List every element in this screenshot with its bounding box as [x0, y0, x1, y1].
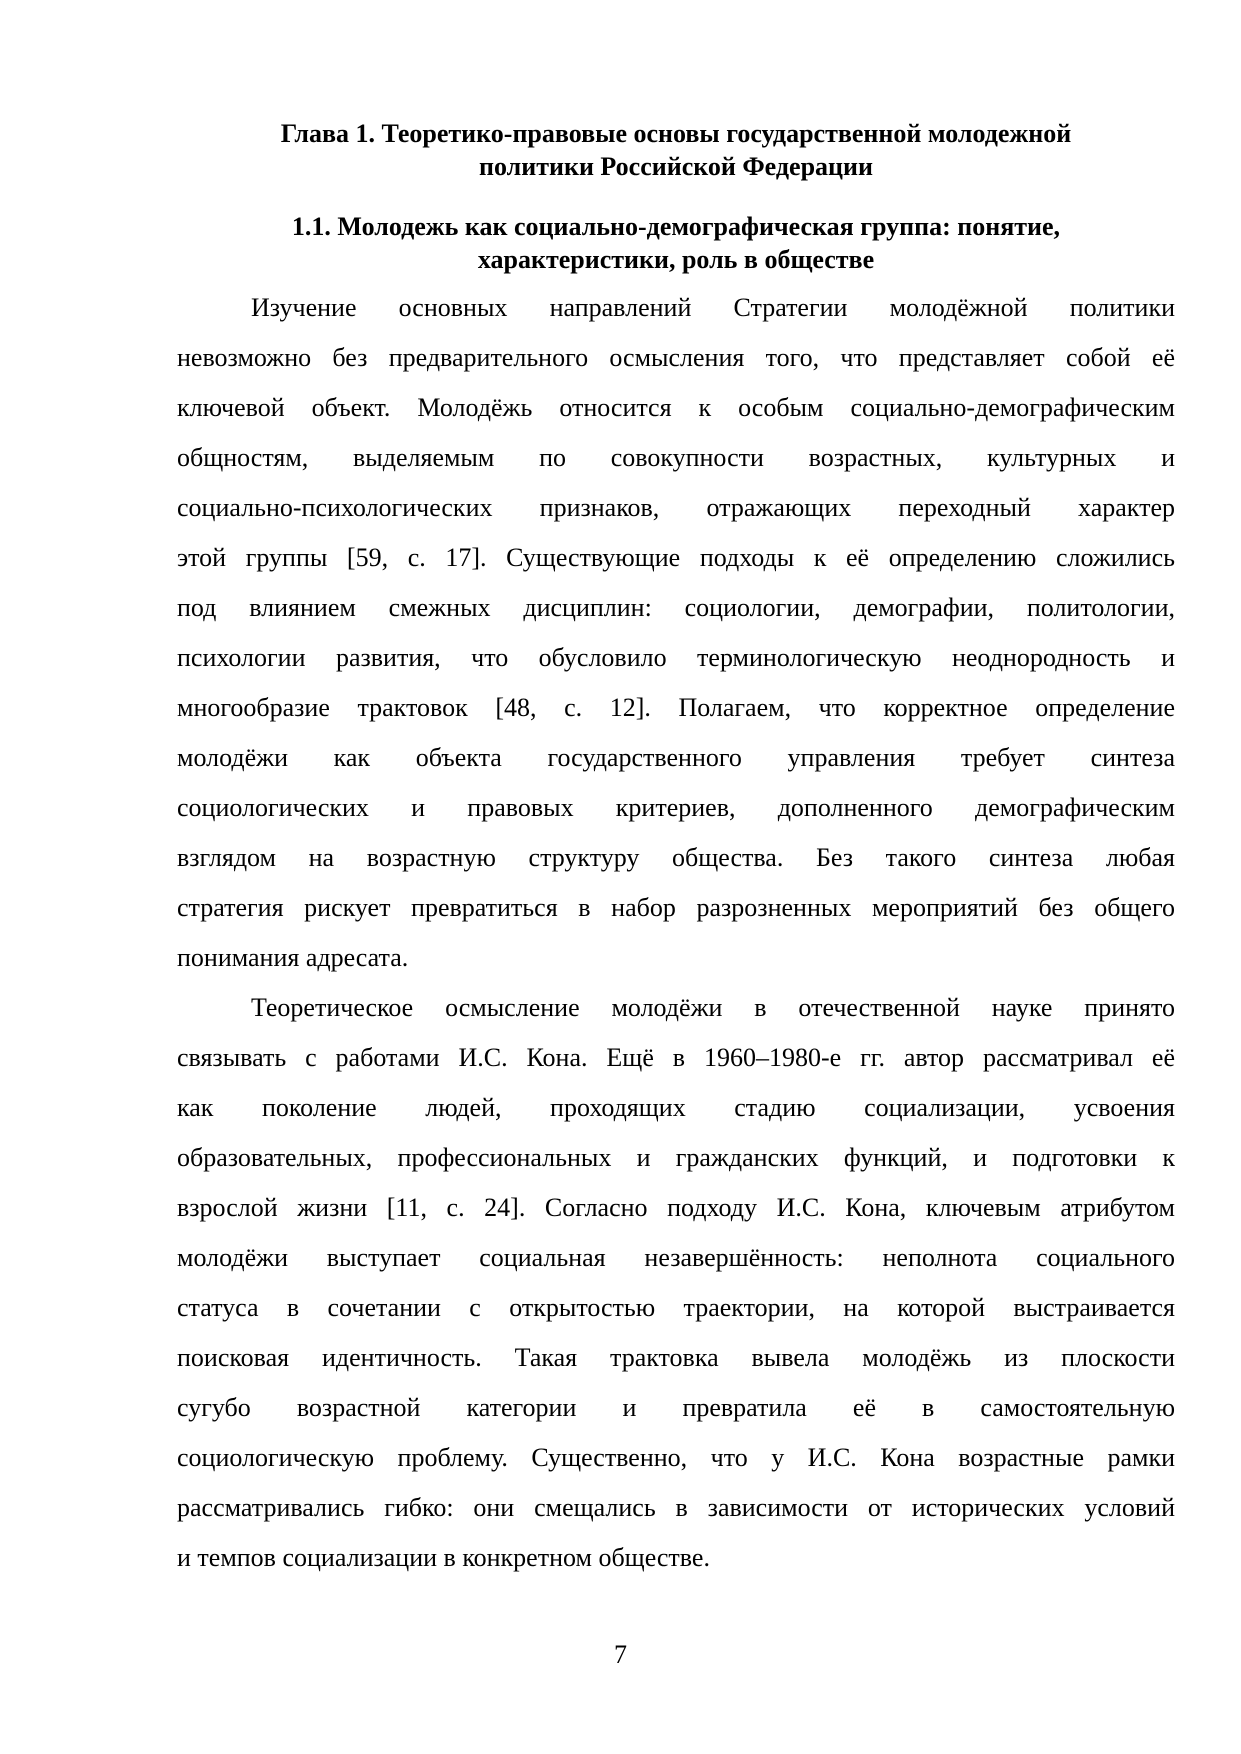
text-line: поисковая идентичность. Такая трактовка вывела молодёжь из плоскости: [177, 1343, 1175, 1372]
text-line: стратегия рискует превратиться в набор разрозненных мероприятий без общего: [177, 893, 1175, 922]
text-line: взрослой жизни [11, с. 24]. Согласно подходу И.С. Кона, ключевым атрибутом: [177, 1193, 1175, 1222]
text-line: и темпов социализации в конкретном обществе.: [177, 1543, 710, 1572]
text-line: социологическую проблему. Существенно, что у И.С. Кона возрастные рамки: [177, 1443, 1175, 1472]
text-line: многообразие трактовок [48, с. 12]. Полагаем, что корректное определение: [177, 693, 1175, 722]
text-line: под влиянием смежных дисциплин: социологии, демографии, политологии,: [177, 593, 1175, 622]
text-line: рассматривались гибко: они смещались в зависимости от исторических условий: [177, 1493, 1175, 1522]
text-line: понимания адресата.: [177, 943, 409, 972]
text-line: как поколение людей, проходящих стадию социализации, усвоения: [177, 1093, 1175, 1122]
text-line: молодёжи выступает социальная незавершённость: неполнота социального: [177, 1243, 1175, 1272]
chapter-title-line: политики Российской Федерации: [479, 152, 873, 181]
text-line: статуса в сочетании с открытостью траектории, на которой выстраивается: [177, 1293, 1175, 1322]
chapter-title-line: Глава 1. Теоретико-правовые основы государственной молодежной: [280, 119, 1072, 148]
section-title-line: характеристики, роль в обществе: [477, 245, 875, 274]
chapter-title: [177, 117, 1175, 183]
text-line: молодёжи как объекта государственного управления требует синтеза: [177, 743, 1175, 772]
text-line: этой группы [59, с. 17]. Существующие подходы к её определению сложились: [177, 543, 1175, 572]
section-title-line: 1.1. Молодежь как социально-демографическая группа: понятие,: [291, 212, 1061, 241]
text-line: социально-психологических признаков, отражающих переходный характер: [177, 493, 1175, 522]
text-line: Изучение основных направлений Стратегии молодёжной политики: [251, 293, 1175, 322]
text-line: ключевой объект. Молодёжь относится к особым социально-демографическим: [177, 393, 1175, 422]
paragraph: [177, 283, 1175, 983]
text-line: невозможно без предварительного осмысления того, что представляет собой её: [177, 343, 1175, 372]
text-line: психологии развития, что обусловило терминологическую неоднородность и: [177, 643, 1175, 672]
text-line: образовательных, профессиональных и гражданских функций, и подготовки к: [177, 1143, 1175, 1172]
text-line: Теоретическое осмысление молодёжи в отечественной науке принято: [251, 993, 1175, 1022]
text-line: связывать с работами И.С. Кона. Ещё в 1960–1980-е гг. автор рассматривал её: [177, 1043, 1175, 1072]
text-line: социологических и правовых критериев, дополненного демографическим: [177, 793, 1175, 822]
paragraph: [177, 983, 1175, 1583]
page-number: 7: [614, 1640, 627, 1669]
section-title: [177, 210, 1175, 276]
text-line: общностям, выделяемым по совокупности возрастных, культурных и: [177, 443, 1175, 472]
text-line: взглядом на возрастную структуру общества. Без такого синтеза любая: [177, 843, 1175, 872]
text-line: сугубо возрастной категории и превратила её в самостоятельную: [177, 1393, 1175, 1422]
body-text: [177, 283, 1175, 1583]
